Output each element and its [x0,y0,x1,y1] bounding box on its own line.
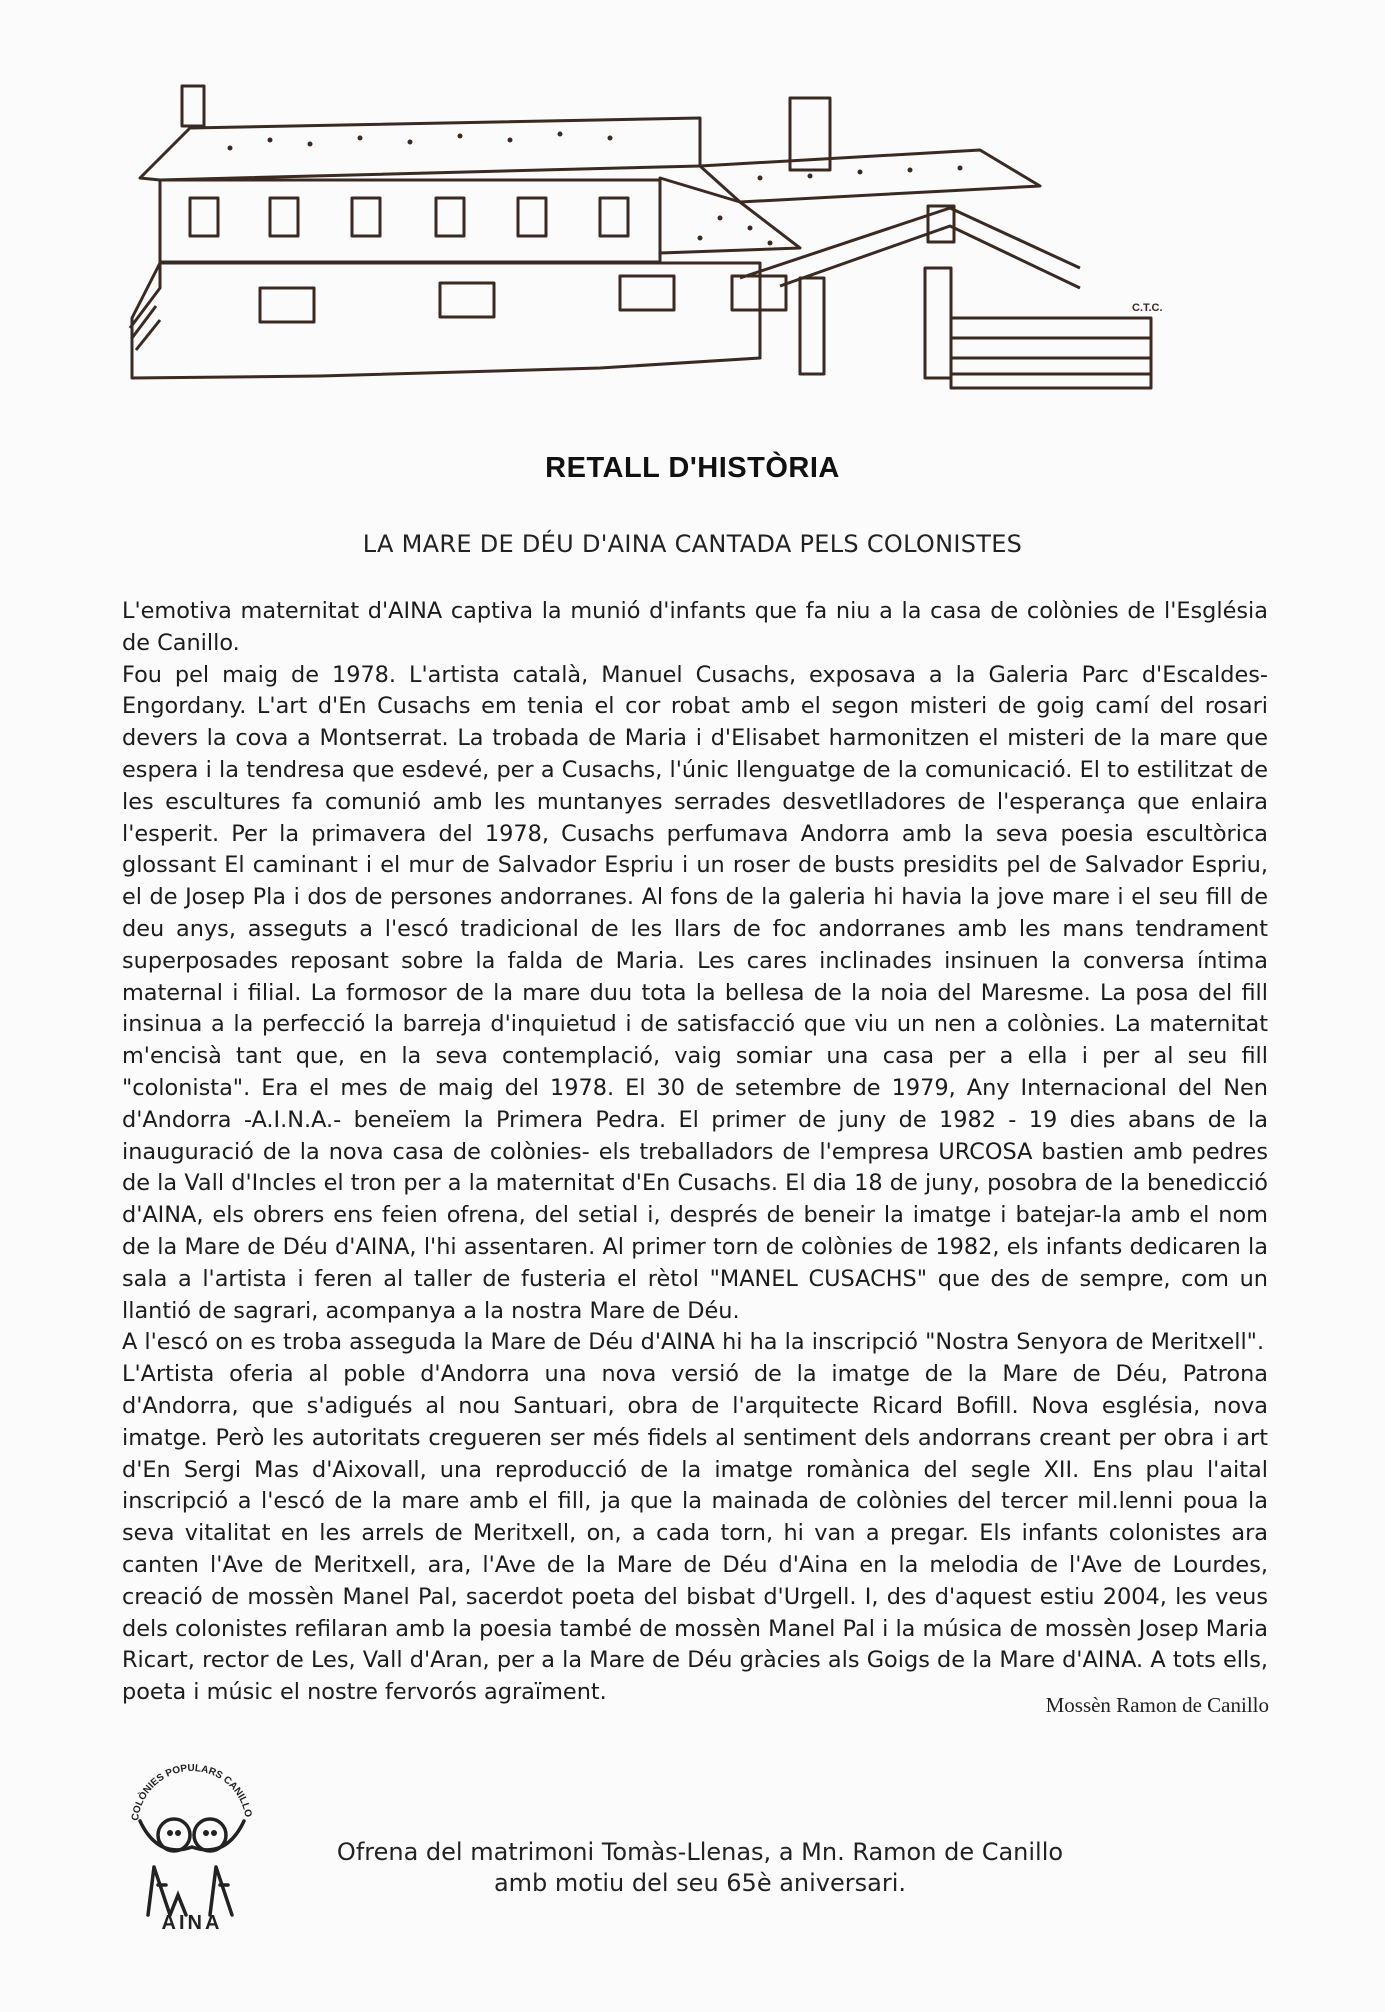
roof-left [140,118,700,180]
logo-arc-text: COLÒNIES POPULARS CANILLO [130,1762,254,1822]
illustration-signature: C.T.C. [1132,302,1163,314]
article-paragraph: A l'escó on es troba asseguda la Mare de Déu d'AINA hi ha la inscripció "Nostra Senyora de Meritxell". [122,1329,1265,1356]
page-subtitle: LA MARE DE DÉU D'AINA CANTADA PELS COLONISTES [362,530,1023,558]
dedication [300,1837,1100,1899]
article-paragraph: L'Artista oferia al poble d'Andorra una nova versió de la imatge de la Mare de Déu, Patrona d'Andorra, que s'adigués al nou Santuari, obra de l'arquitecte Ricard Bofill. Nova església, nova imatge. Però les autoritats cregueren ser més fidels al sentiment dels andorrans creant per obra i art d'En Sergi Mas d'Aixovall, una reproducció de la imatge romànica del segle XII. Ens plau l'aital inscripció a l'escó de la mare amb el fill, ja que la mainada de colònies del tercer mil.lenni poua la seva vitalitat en les arrels de Meritxell, on, a cada torn, hi van a pregar. Els infants colonistes ara canten l'Ave de Meritxell, ara, l'Ave de la Mare de Déu d'Aina en la melodia de l'Ave de Lourdes, creació de mossèn Manel Pal, sacerdot poeta del bisbat d'Urgell. I, des d'aquest estiu 2004, les veus dels colonistes refilaran amb la poesia també de mossèn Manel Pal i la música de mossèn Josep Maria Ricart, rector de Les, Vall d'Aran, per a la Mare de Déu gràcies als Goigs de la Mare d'AINA. A tots ells, poeta i músic el nostre fervorós agraïment. [122,1361,1268,1706]
dedication-line: amb motiu del seu 65è aniversari. [493,1869,907,1897]
article-paragraph: Fou pel maig de 1978. L'artista català, Manuel Cusachs, exposava a la Galeria Parc d'Escaldes-Engordany. L'art d'En Cusachs em tenia el cor robat amb el segon misteri de goig camí del rosari devers la cova a Montserrat. La trobada de Maria i d'Elisabet harmonitzen el misteri de la mare que espera i la tendresa que esdevé, per a Cusachs, l'únic llenguatge de la comunicació. El to estilitzat de les escultures fa comunió amb les muntanyes serrades desvetlladores de l'esperança que enlaira l'esperit. Per la primavera del 1978, Cusachs perfumava Andorra amb la seva poesia escultòrica glossant El caminant i el mur de Salvador Espriu i un roser de busts presidits pel de Salvador Espriu, el de Josep Pla i dos de persones andorranes. Al fons de la galeria hi havia la jove mare i el seu fill de deu anys, asseguts a l'escó tradicional de les llars de foc andorranes amb les mans tendrament superposades reposant sobre la falda de Maria. Les cares inclinades insinuen la conversa íntima maternal i filial. La formosor de la mare duu tota la bellesa de la noia del Maresme. La posa del fill insinua a la perfecció la barreja d'inquietud i de satisfacció que viu un nen a colònies. La maternitat m'encisà tant que, en la seva contemplació, vaig somiar una casa per a ella i per al seu fill "colonista". Era el mes de maig del 1978. El 30 de setembre de 1979, Any Internacional del Nen d'Andorra -A.I.N.A.- beneïem la Primera Pedra. El primer de juny de 1982 - 19 dies abans de la inauguració de la nova casa de colònies- els treballadors de l'empresa URCOSA bastien amb pedres de la Vall d'Incles el tron per a la maternitat d'En Cusachs. El dia 18 de juny, posobra de la benedicció d'AINA, els obrers ens feien ofrena, del setial i, després de beneir la imatge i batejar-la amb el nom de la Mare de Déu d'AINA, l'hi assentaren. Al primer torn de colònies de 1982, els infants dedicaren la sala a l'artista i feren al taller de fusteria el rètol "MANEL CUSACHS" que des de sempre, com un llantió de sagrari, acompanya a la nostra Mare de Déu. [122,661,1268,1324]
article-body [122,596,1268,1709]
chimney-left [182,86,204,126]
author-signature: Mossèn Ramon de Canillo [1045,1693,1269,1717]
article-paragraph: L'emotiva maternitat d'AINA captiva la munió d'infants que fa niu a la casa de colònies de l'Església de Canillo. [122,598,1268,656]
page-title: RETALL D'HISTÒRIA [545,452,840,484]
aina-logo [118,1735,266,1935]
house-illustration [120,78,1260,398]
dedication-line: Ofrena del matrimoni Tomàs-Llenas, a Mn. Ramon de Canillo [336,1838,1064,1866]
logo-word: AINA [161,1912,223,1934]
